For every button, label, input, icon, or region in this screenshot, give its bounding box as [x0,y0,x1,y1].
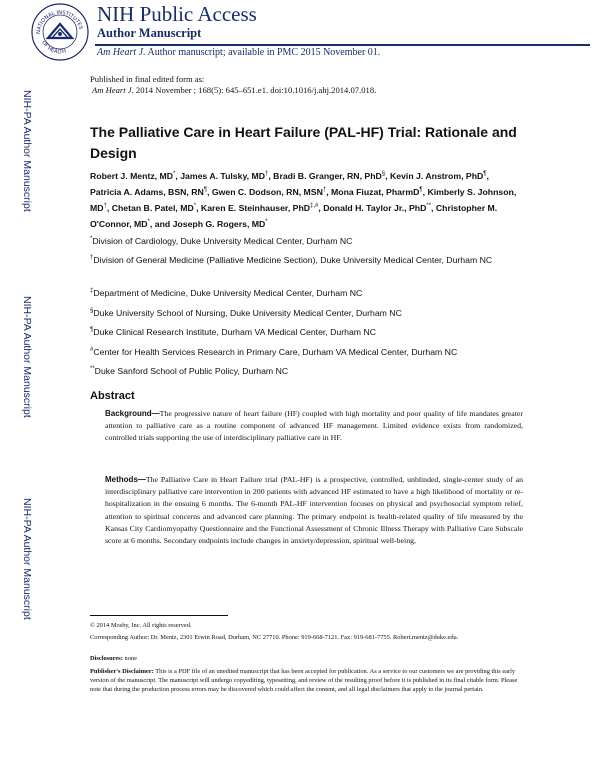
author-name: Gwen C. Dodson, RN, MSN† [211,186,327,197]
author-name: Donald H. Taylor Jr., PhD** [323,202,432,213]
copyright-note: © 2014 Mosby, Inc. All rights reserved. [90,622,192,629]
author-affiliation-mark: ‡,# [310,202,319,209]
affiliation: §Duke University School of Nursing, Duke University Medical Center, Durham NC [90,307,402,318]
author-manuscript-label: Author Manuscript [97,26,202,40]
svg-text:NATIONAL INSTITUTES: NATIONAL INSTITUTES [35,9,84,35]
side-stamp-top: NIH-PA Author Manuscript [21,90,33,212]
author-affiliation-mark: ¶ [419,186,423,193]
author-affiliation-mark: * [173,171,176,177]
author-name: Chetan B. Patel, MD* [111,202,197,213]
author-name: Patricia A. Adams, BSN, RN¶ [90,186,208,197]
footnote-divider [90,615,228,616]
author-affiliation-mark: § [381,171,386,177]
side-stamp-bottom: NIH-PA Author Manuscript [21,498,33,620]
svg-text:OF HEALTH: OF HEALTH [40,39,67,56]
author-affiliation-mark: † [322,186,327,193]
author-name: Joseph G. Rogers, MD* [172,218,268,229]
published-label: Published in final edited form as: [90,74,205,84]
author-name: Robert J. Mentz, MD* [90,170,176,181]
availability-line: Am Heart J. Author manuscript; available in PMC 2015 November 01. [97,47,381,58]
author-name: James A. Tulsky, MD† [180,170,269,181]
author-list: Robert J. Mentz, MD*, James A. Tulsky, MD†, Bradi B. Granger, RN, PhD§, Kevin J. Anstrom, PhD¶, Patricia A. Adams, BSN, RN¶, Gwen C. Dodson, RN, MSN†, Mona Fiuzat, PharmD¶, Kimberly S. Johnson, MD†, Chetan B. Patel, MD*, Karen E. Steinhauser, PhD‡,#, Donald H. Taylor Jr., PhD**, Christopher M. O'Connor, MD*, and Joseph G. Rogers, MD* [90,170,517,229]
nih-public-access-title: NIH Public Access [97,2,257,26]
affiliation: **Duke Sanford School of Public Policy, Durham NC [90,365,289,376]
header-divider [95,44,590,46]
publisher-disclaimer: Publisher's Disclaimer: This is a PDF file of an unedited manuscript that has been accepted for publication. As a service to our customers we are providing this early version of the manuscript. The manuscript will undergo copyediting, typesetting, and review of the resulting proof before it is published in its final citable form. Please note that during the production process errors may be discovered which could affect the content, and all legal disclaimers that apply to the journal pertain. [90,668,518,693]
author-affiliation-mark: ¶ [483,171,487,177]
author-affiliation-mark: * [147,218,150,225]
disclosures-note: Disclosures: none [90,655,137,662]
author-affiliation-mark: * [265,218,268,225]
author-affiliation-mark: † [265,171,269,177]
nih-seal-logo [30,2,90,62]
author-name: Kevin J. Anstrom, PhD¶ [389,170,487,181]
affiliation: ¶Duke Clinical Research Institute, Durham VA Medical Center, Durham NC [90,326,377,337]
affiliation: †Division of General Medicine (Palliative Medicine Section), Duke University Medical Center, Durham NC [90,254,493,265]
author-affiliation-mark: ¶ [203,186,208,193]
author-affiliation-mark: ** [426,202,432,209]
author-name: Karen E. Steinhauser, PhD‡,# [200,202,319,213]
author-name: Bradi B. Granger, RN, PhD§ [273,170,386,181]
affiliation: *Division of Cardiology, Duke University Medical Center, Durham NC [90,235,353,246]
abstract-background: Background—The progressive nature of heart failure (HF) coupled with high mortality and poor quality of life mandates greater attention to palliative care as a routine component of advanced HF management. Limited evidence exists from randomized, controlled trials supporting the use of interdisciplinary palliative care in HF. [105,409,523,443]
author-name: Christopher M. O'Connor, MD* [90,202,498,229]
article-title: The Palliative Care in Heart Failure (PAL-HF) Trial: Rationale and Design [90,124,517,161]
author-affiliation-mark: * [193,202,197,209]
side-stamp-middle: NIH-PA Author Manuscript [21,296,33,418]
author-name: Kimberly S. Johnson, MD† [90,186,517,213]
abstract-heading: Abstract [90,390,135,402]
author-affiliation-mark: † [103,202,107,209]
author-name: Mona Fiuzat, PharmD¶ [331,186,423,197]
corresponding-author-note: Corresponding Author: Dr. Mentz, 2301 Erwin Road, Durham, NC 27710. Phone: 919-668-7121. Fax: 919-681-7755. Robert.mentz@duke.edu. [90,634,459,641]
abstract-methods: Methods—The Palliative Care in Heart Failure trial (PAL-HF) is a prospective, controlled, unblinded, single-center study of an interdisciplinary palliative care intervention in 200 patients with advanced HF estimated to have a high likelihood of mortality or re-hospitalization in the ensuing 6 months. The 6-month PAL-HF intervention focuses on physical and psychosocial symptom relief, attention to spiritual concerns and advanced care planning. The primary endpoint is health-related quality of life measured by the Kansas City Cardiomyopathy Questionnaire and the Functional Assessment of Chronic Illness Therapy with Palliative Care Subscale score at 6 months. Secondary endpoints include changes in anxiety/depression, spiritual well-being, [105,475,523,546]
affiliation: #Center for Health Services Research in Primary Care, Durham VA Medical Center, Durham NC [90,346,458,357]
citation-line: Am Heart J. 2014 November ; 168(5): 645–651.e1. doi:10.1016/j.ahj.2014.07.018. [92,85,377,95]
affiliation: ‡Department of Medicine, Duke University Medical Center, Durham NC [90,287,363,298]
